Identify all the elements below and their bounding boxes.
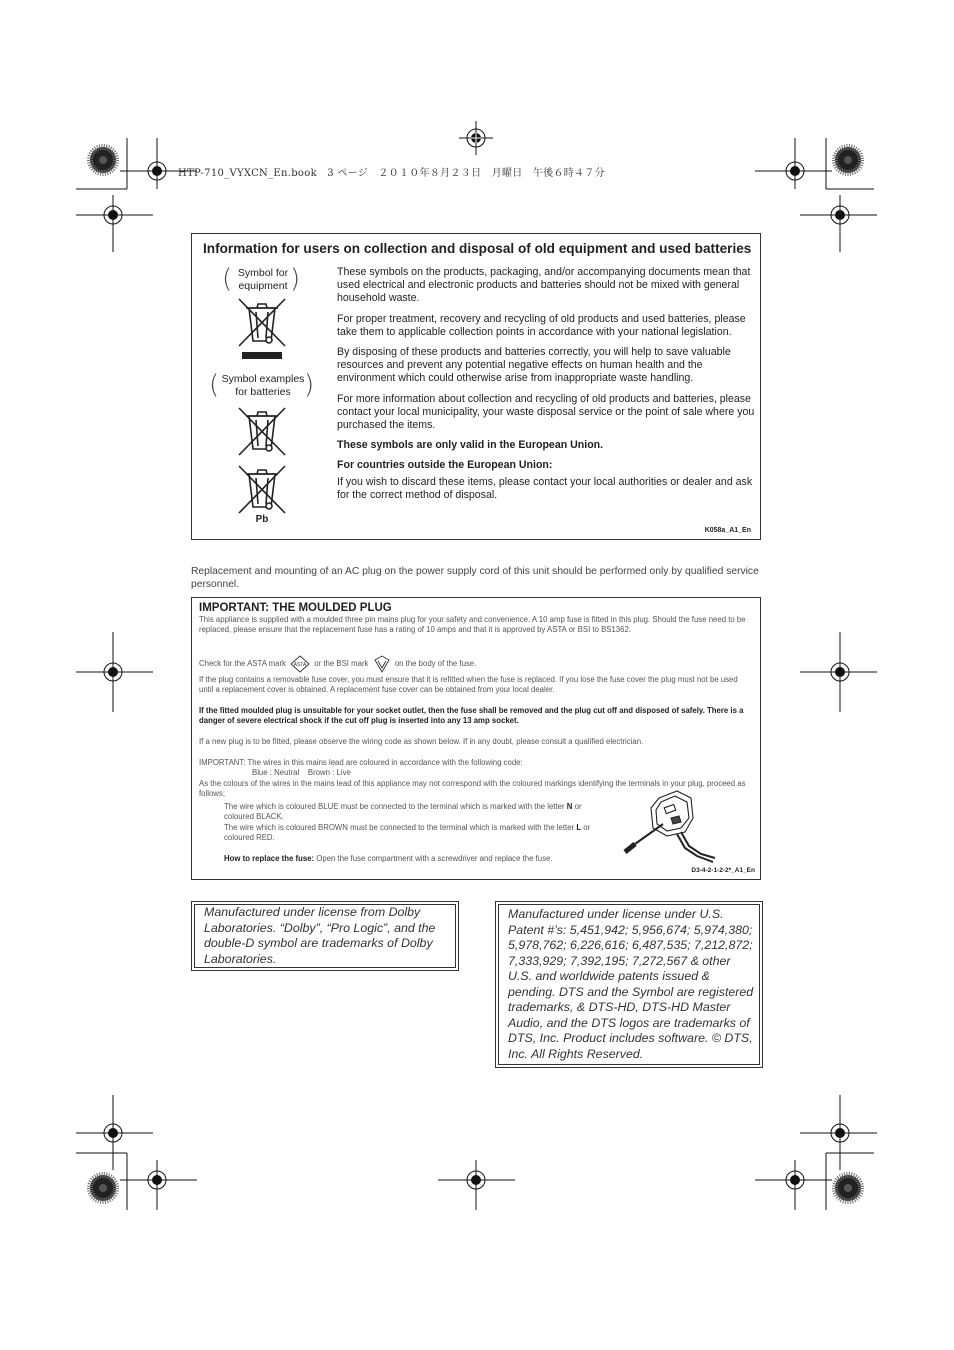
plug-screwdriver-illustration [619,788,719,868]
asta-text-1: Check for the ASTA mark [199,659,286,669]
howto-text: Open the fuse compartment with a screwdriver and replace the fuse. [316,854,553,863]
paren-open: ( [222,264,233,294]
replacement-notice: Replacement and mounting of an AC plug on the power supply cord of this unit should be performed only by qualified service personnel. [191,566,759,590]
eu-only-note: These symbols are only valid in the European Union. [337,439,604,452]
plug-code: D3-4-2-1-2-2*_A1_En [691,867,755,874]
plug-title: IMPORTANT: THE MOULDED PLUG [199,602,392,614]
blue-wire-instruction [224,802,609,822]
plug-paragraph-1: This appliance is supplied with a moulded three pin mains plug for your safety and convenience. A 10 amp fuse is fitted in this plug. Should the fuse need to be replaced, please ensure that the replacement fuse has a rating of 10 amps and that it is approved by ASTA or BSI to BS1362. [199,615,746,635]
dolby-license-text: Manufactured under license from Dolby Laboratories. “Dolby”, “Pro Logic”, and the double-D symbol are trademarks of Dolby Laboratories. [204,905,436,966]
symbol-batteries-label-line2: for batteries [235,386,291,398]
howto-replace-fuse [224,854,644,864]
symbol-equipment-label-line2: equipment [238,280,288,292]
brown-wire-text: The wire which is coloured BROWN must be connected to the terminal which is marked with the letter [224,823,575,832]
wire-code-line2: Blue : Neutral Brown : Live [252,768,351,777]
brown-wire-instruction [224,823,609,843]
weee-paragraph: These symbols on the products, packaging, and/or accompanying documents mean that used electrical and electronic products and batteries should not be mixed with general household waste. [337,266,751,305]
weee-text [337,266,755,509]
asta-check-line [199,655,754,671]
plug-warning-bold: If the fitted moulded plug is unsuitable for your socket outlet, then the fuse shall be removed and the plug cut off and disposed of safely. There is a danger of severe electrical shock if the cut off plug is inserted into any 13 amp socket. [199,706,744,726]
pb-label: Pb [255,514,269,525]
bsi-kitemark-icon [373,655,391,673]
weee-paragraph: By disposing of these products and batteries correctly, you will help to save valuable resources and prevent any potential negative effects on human health and the environment which could otherwise arise from inappropriate waste handling. [337,346,731,385]
symbol-equipment-label-line1: Symbol for [237,267,289,279]
outside-eu-heading: For countries outside the European Union: [337,459,553,472]
weee-title: Information for users on collection and disposal of old equipment and used batteries [203,241,752,256]
svg-text:ASTA: ASTA [293,662,307,668]
asta-text-3: on the body of the fuse. [394,659,477,669]
plug-paragraph-3: If the plug contains a removable fuse cover, you must ensure that it is refitted when the fuse is replaced. If you lose the fuse cover the plug must not be used until a replacement cover is obtained. A replacement fuse cover can be obtained from your local dealer. [199,675,738,695]
outside-eu-text: If you wish to discard these items, please contact your local authorities or dealer and ask for the correct method of disposal. [337,475,753,501]
howto-label: How to replace the fuse: [224,854,315,863]
blue-wire-text-2: or coloured BLACK. [224,802,582,822]
blue-wire-letter: N [566,802,573,811]
moulded-plug-box [191,597,761,880]
crossed-bin-battery-icon [236,406,288,458]
weee-code: K058a_A1_En [704,527,751,534]
crossed-bin-battery-pb-icon [236,464,288,516]
weee-info-box [191,233,761,540]
book-header-line: HTP-710_VYXCN_En.book 3 ページ ２０１０年８月２３日 月曜日 午後６時４７分 [178,168,605,179]
dts-license-box [495,901,763,1068]
asta-text-2: or the BSI mark [314,659,369,669]
wire-code-line1: IMPORTANT: The wires in this mains lead are coloured in accordance with the following code: [199,758,523,767]
plug-paragraph-5: If a new plug is to be fitted, please observe the wiring code as shown below. If in any doubt, please consult a qualified electrician. [199,737,644,746]
paren-close: ) [304,370,315,400]
brown-wire-letter: L [576,823,582,832]
weee-paragraph: For more information about collection and recycling of old products and batteries, please contact your local municipality, your waste disposal service or the point of sale where you purchased the items. [337,392,755,432]
symbol-equipment-label [232,267,294,293]
brown-wire-text-2: or coloured RED. [224,823,591,843]
weee-paragraph: For proper treatment, recovery and recycling of old products and used batteries, please take them to applicable collection points in accordance with your national legislation. [337,312,746,338]
symbol-batteries-label-line1: Symbol examples [221,373,305,385]
asta-mark-icon [290,655,310,673]
wire-code-line3: As the colours of the wires in the mains lead of this appliance may not correspond with the coloured markings identifying the terminals in your plug, proceed as follows; [199,779,746,799]
blue-wire-text: The wire which is coloured BLUE must be connected to the terminal which is marked with the letter [224,802,565,811]
dts-license-text: Manufactured under license under U.S. Patent #’s: 5,451,942; 5,956,674; 5,974,380; 5,978,762; 6,226,616; 6,487,535; 7,212,872; 7,333,929; 7,392,195; 7,272,567 & other U.S. and worldwide patents issued & pending. DTS and the Symbol are registered trademarks, & DTS-HD, DTS-HD Master Audio, and the DTS logos are trademarks of DTS, Inc. Product includes software. © DTS, Inc. All Rights Reserved. [508,907,754,1061]
symbol-batteries-label [217,373,309,399]
paren-close: ) [290,264,301,294]
paren-open: ( [209,370,220,400]
crossed-bin-equipment-icon [236,296,288,362]
dolby-license-box [191,901,459,971]
